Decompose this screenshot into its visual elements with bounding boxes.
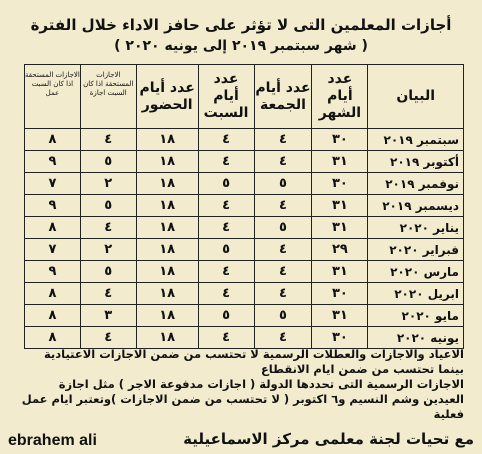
table-row: [25, 129, 464, 151]
cell-attendance: ١٨: [136, 173, 198, 195]
header-leave-saturday-work: الاجازات المستحقة اذا كان السبت عمل: [25, 65, 81, 129]
header-attendance: عدد أيام الحضور: [136, 65, 198, 129]
header-saturdays: عدد أيام السبت: [198, 65, 254, 129]
cell-leave-saturday-work: ٩: [25, 195, 81, 217]
footer-author-name: ebrahem ali: [8, 432, 97, 449]
cell-month: ابريل ٢٠٢٠: [368, 283, 464, 305]
table-row: [25, 173, 464, 195]
cell-attendance: ١٨: [136, 261, 198, 283]
cell-saturdays: ٤: [198, 217, 254, 239]
note-line: فعلية: [433, 407, 464, 421]
cell-saturdays: ٤: [198, 283, 254, 305]
cell-fridays: ٤: [254, 151, 312, 173]
cell-fridays: ٤: [254, 261, 312, 283]
header-days-in-month: عدد أيام الشهر: [312, 65, 368, 129]
cell-leave-saturday-work: ٧: [25, 239, 81, 261]
cell-saturdays: ٤: [198, 261, 254, 283]
cell-days: ٣٠: [312, 283, 368, 305]
cell-days: ٣١: [312, 261, 368, 283]
table-row: [25, 261, 464, 283]
cell-leave-saturday-off: ٣: [80, 305, 136, 327]
table-row: [25, 195, 464, 217]
cell-month: أكتوبر ٢٠١٩: [368, 151, 464, 173]
note-line: بينما تحتسب من ضمن ايام الانقطاع: [260, 362, 464, 376]
cell-leave-saturday-work: ٨: [25, 217, 81, 239]
cell-month: يناير ٢٠٢٠: [368, 217, 464, 239]
header-month: البيان: [368, 65, 464, 129]
title-line-1: أجازات المعلمين التى لا تؤثر على حافز الاداء خلال الفترة: [30, 16, 452, 34]
cell-attendance: ١٨: [136, 239, 198, 261]
cell-leave-saturday-off: ٢: [80, 173, 136, 195]
cell-days: ٣١: [312, 305, 368, 327]
cell-month: مايو ٢٠٢٠: [368, 305, 464, 327]
cell-attendance: ١٨: [136, 305, 198, 327]
table-row: [25, 283, 464, 305]
header-fridays: عدد أيام الجمعة: [254, 65, 312, 129]
cell-fridays: ٤: [254, 195, 312, 217]
cell-days: ٣٠: [312, 129, 368, 151]
cell-month: ديسمبر ٢٠١٩: [368, 195, 464, 217]
cell-leave-saturday-off: ٢: [80, 239, 136, 261]
cell-saturdays: ٥: [198, 173, 254, 195]
cell-leave-saturday-work: ٨: [25, 129, 81, 151]
cell-leave-saturday-off: ٤: [80, 217, 136, 239]
cell-days: ٣٠: [312, 327, 368, 349]
cell-leave-saturday-off: ٤: [80, 327, 136, 349]
cell-fridays: ٤: [254, 283, 312, 305]
cell-leave-saturday-off: ٤: [80, 283, 136, 305]
cell-leave-saturday-off: ٥: [80, 195, 136, 217]
table-row: [25, 151, 464, 173]
cell-leave-saturday-off: ٥: [80, 261, 136, 283]
note-line: الاعياد والاجازات والعطلات الرسمية لا تحتسب من ضمن الاجازات الاعتيادية: [43, 347, 464, 361]
cell-days: ٣٠: [312, 173, 368, 195]
cell-saturdays: ٥: [198, 305, 254, 327]
table-row: [25, 217, 464, 239]
cell-saturdays: ٤: [198, 327, 254, 349]
cell-saturdays: ٥: [198, 239, 254, 261]
cell-leave-saturday-work: ٧: [25, 173, 81, 195]
footer-credit-arabic: مع تحيات لجنة معلمى مركز الاسماعيلية: [183, 430, 474, 448]
cell-leave-saturday-work: ٩: [25, 261, 81, 283]
cell-leave-saturday-work: ٨: [25, 305, 81, 327]
cell-saturdays: ٤: [198, 151, 254, 173]
cell-month: مارس ٢٠٢٠: [368, 261, 464, 283]
cell-month: فبراير ٢٠٢٠: [368, 239, 464, 261]
cell-leave-saturday-work: ٩: [25, 151, 81, 173]
cell-fridays: ٤: [254, 239, 312, 261]
cell-month: سبتمبر ٢٠١٩: [368, 129, 464, 151]
cell-fridays: ٥: [254, 217, 312, 239]
cell-fridays: ٤: [254, 129, 312, 151]
leave-table: [24, 64, 464, 349]
cell-days: ٣١: [312, 151, 368, 173]
cell-month: نوفمبر ٢٠١٩: [368, 173, 464, 195]
table-row: [25, 239, 464, 261]
cell-leave-saturday-work: ٨: [25, 283, 81, 305]
cell-attendance: ١٨: [136, 327, 198, 349]
cell-days: ٢٩: [312, 239, 368, 261]
cell-saturdays: ٤: [198, 195, 254, 217]
cell-attendance: ١٨: [136, 151, 198, 173]
cell-saturdays: ٤: [198, 129, 254, 151]
title-line-2: ( شهر سبتمبر ٢٠١٩ إلى يونيه ٢٠٢٠ ): [114, 38, 368, 54]
cell-fridays: ٤: [254, 327, 312, 349]
cell-attendance: ١٨: [136, 217, 198, 239]
cell-attendance: ١٨: [136, 283, 198, 305]
cell-leave-saturday-off: ٥: [80, 151, 136, 173]
cell-fridays: ٥: [254, 173, 312, 195]
header-leave-saturday-off: الاجازات المستحقة اذا كان السبت اجازة: [80, 65, 136, 129]
header-row: [25, 65, 464, 129]
cell-days: ٣١: [312, 217, 368, 239]
cell-attendance: ١٨: [136, 129, 198, 151]
table-row: [25, 305, 464, 327]
cell-leave-saturday-off: ٤: [80, 129, 136, 151]
note-line: الاجازات الرسمية التى تحددها الدولة ( اجازات مدفوعة الاجر ) مثل اجازة: [58, 377, 464, 391]
cell-fridays: ٥: [254, 305, 312, 327]
table-row: [25, 327, 464, 349]
cell-attendance: ١٨: [136, 195, 198, 217]
cell-leave-saturday-work: ٨: [25, 327, 81, 349]
notes-block: [10, 347, 464, 422]
note-line: العيدين وشم النسيم و٦ اكتوبر ( لا تحتسب من ضمن الاجازات )وتعتبر ايام عمل: [21, 392, 464, 406]
cell-month: يونيه ٢٠٢٠: [368, 327, 464, 349]
cell-days: ٣١: [312, 195, 368, 217]
